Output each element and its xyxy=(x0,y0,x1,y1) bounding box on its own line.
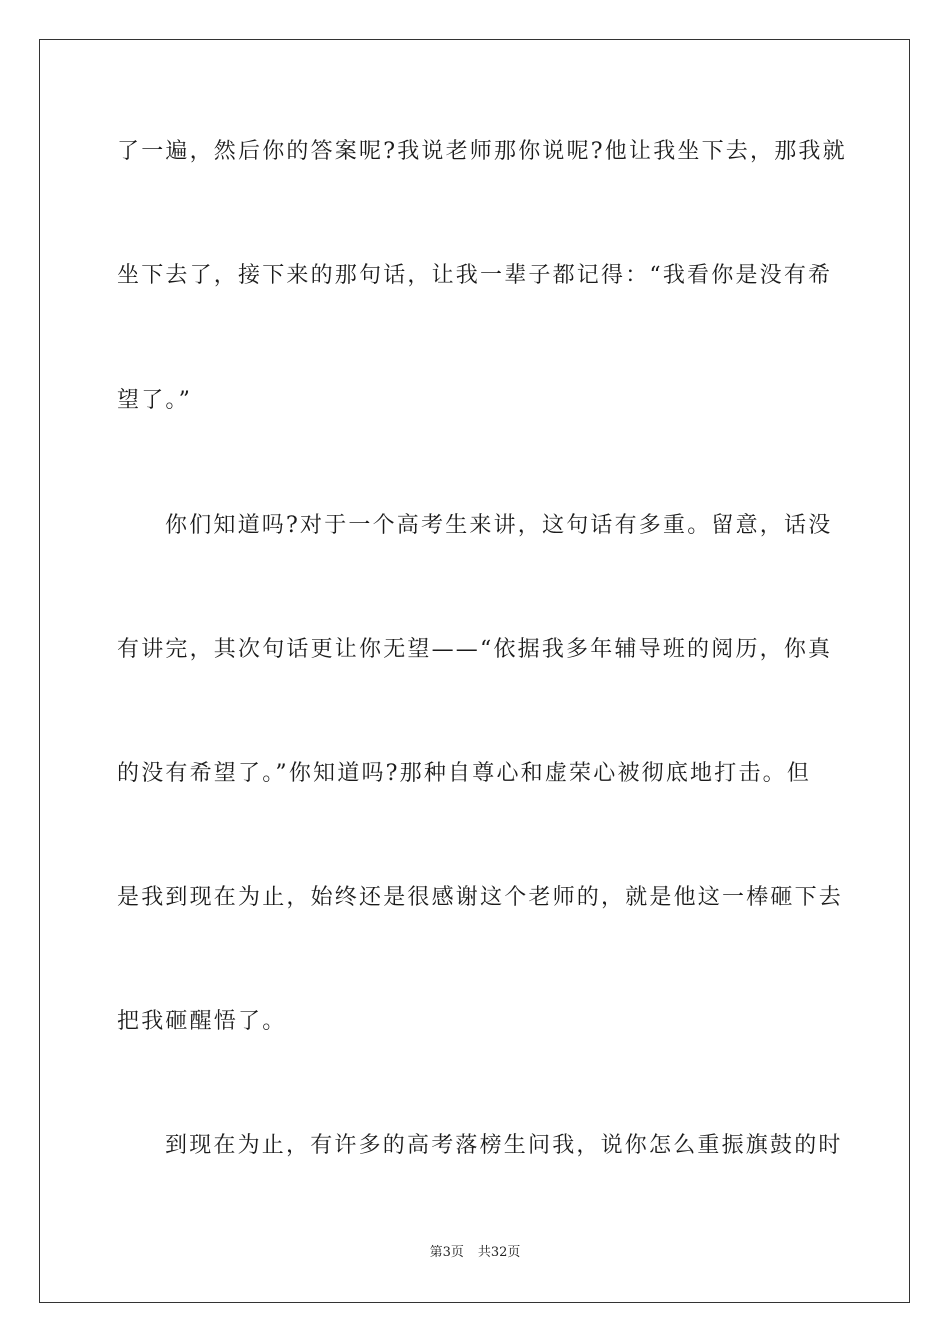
text-line: 望了。” xyxy=(117,388,193,413)
paragraph-first-line: 你们知道吗?对于一个高考生来讲，这句话有多重。留意，话没 xyxy=(165,513,833,538)
paragraph-first-line: 到现在为止，有许多的高考落榜生问我，说你怎么重振旗鼓的时 xyxy=(165,1133,843,1158)
text-line: 坐下去了，接下来的那句话，让我一辈子都记得：“我看你是没有希 xyxy=(117,263,833,288)
page-footer xyxy=(0,1244,950,1262)
page-number-current: 第3页 xyxy=(429,1245,464,1260)
text-line: 了一遍，然后你的答案呢?我说老师那你说呢?他让我坐下去，那我就 xyxy=(117,139,847,164)
page-border xyxy=(39,39,910,1303)
page-number-total: 共32页 xyxy=(477,1245,521,1260)
text-line: 是我到现在为止，始终还是很感谢这个老师的，就是他这一棒砸下去 xyxy=(117,885,844,910)
text-line: 有讲完，其次句话更让你无望——“依据我多年辅导班的阅历，你真 xyxy=(117,637,833,662)
text-line: 的没有希望了。”你知道吗?那种自尊心和虚荣心被彻底地打击。但 xyxy=(117,761,812,786)
text-line: 把我砸醒悟了。 xyxy=(117,1009,287,1034)
